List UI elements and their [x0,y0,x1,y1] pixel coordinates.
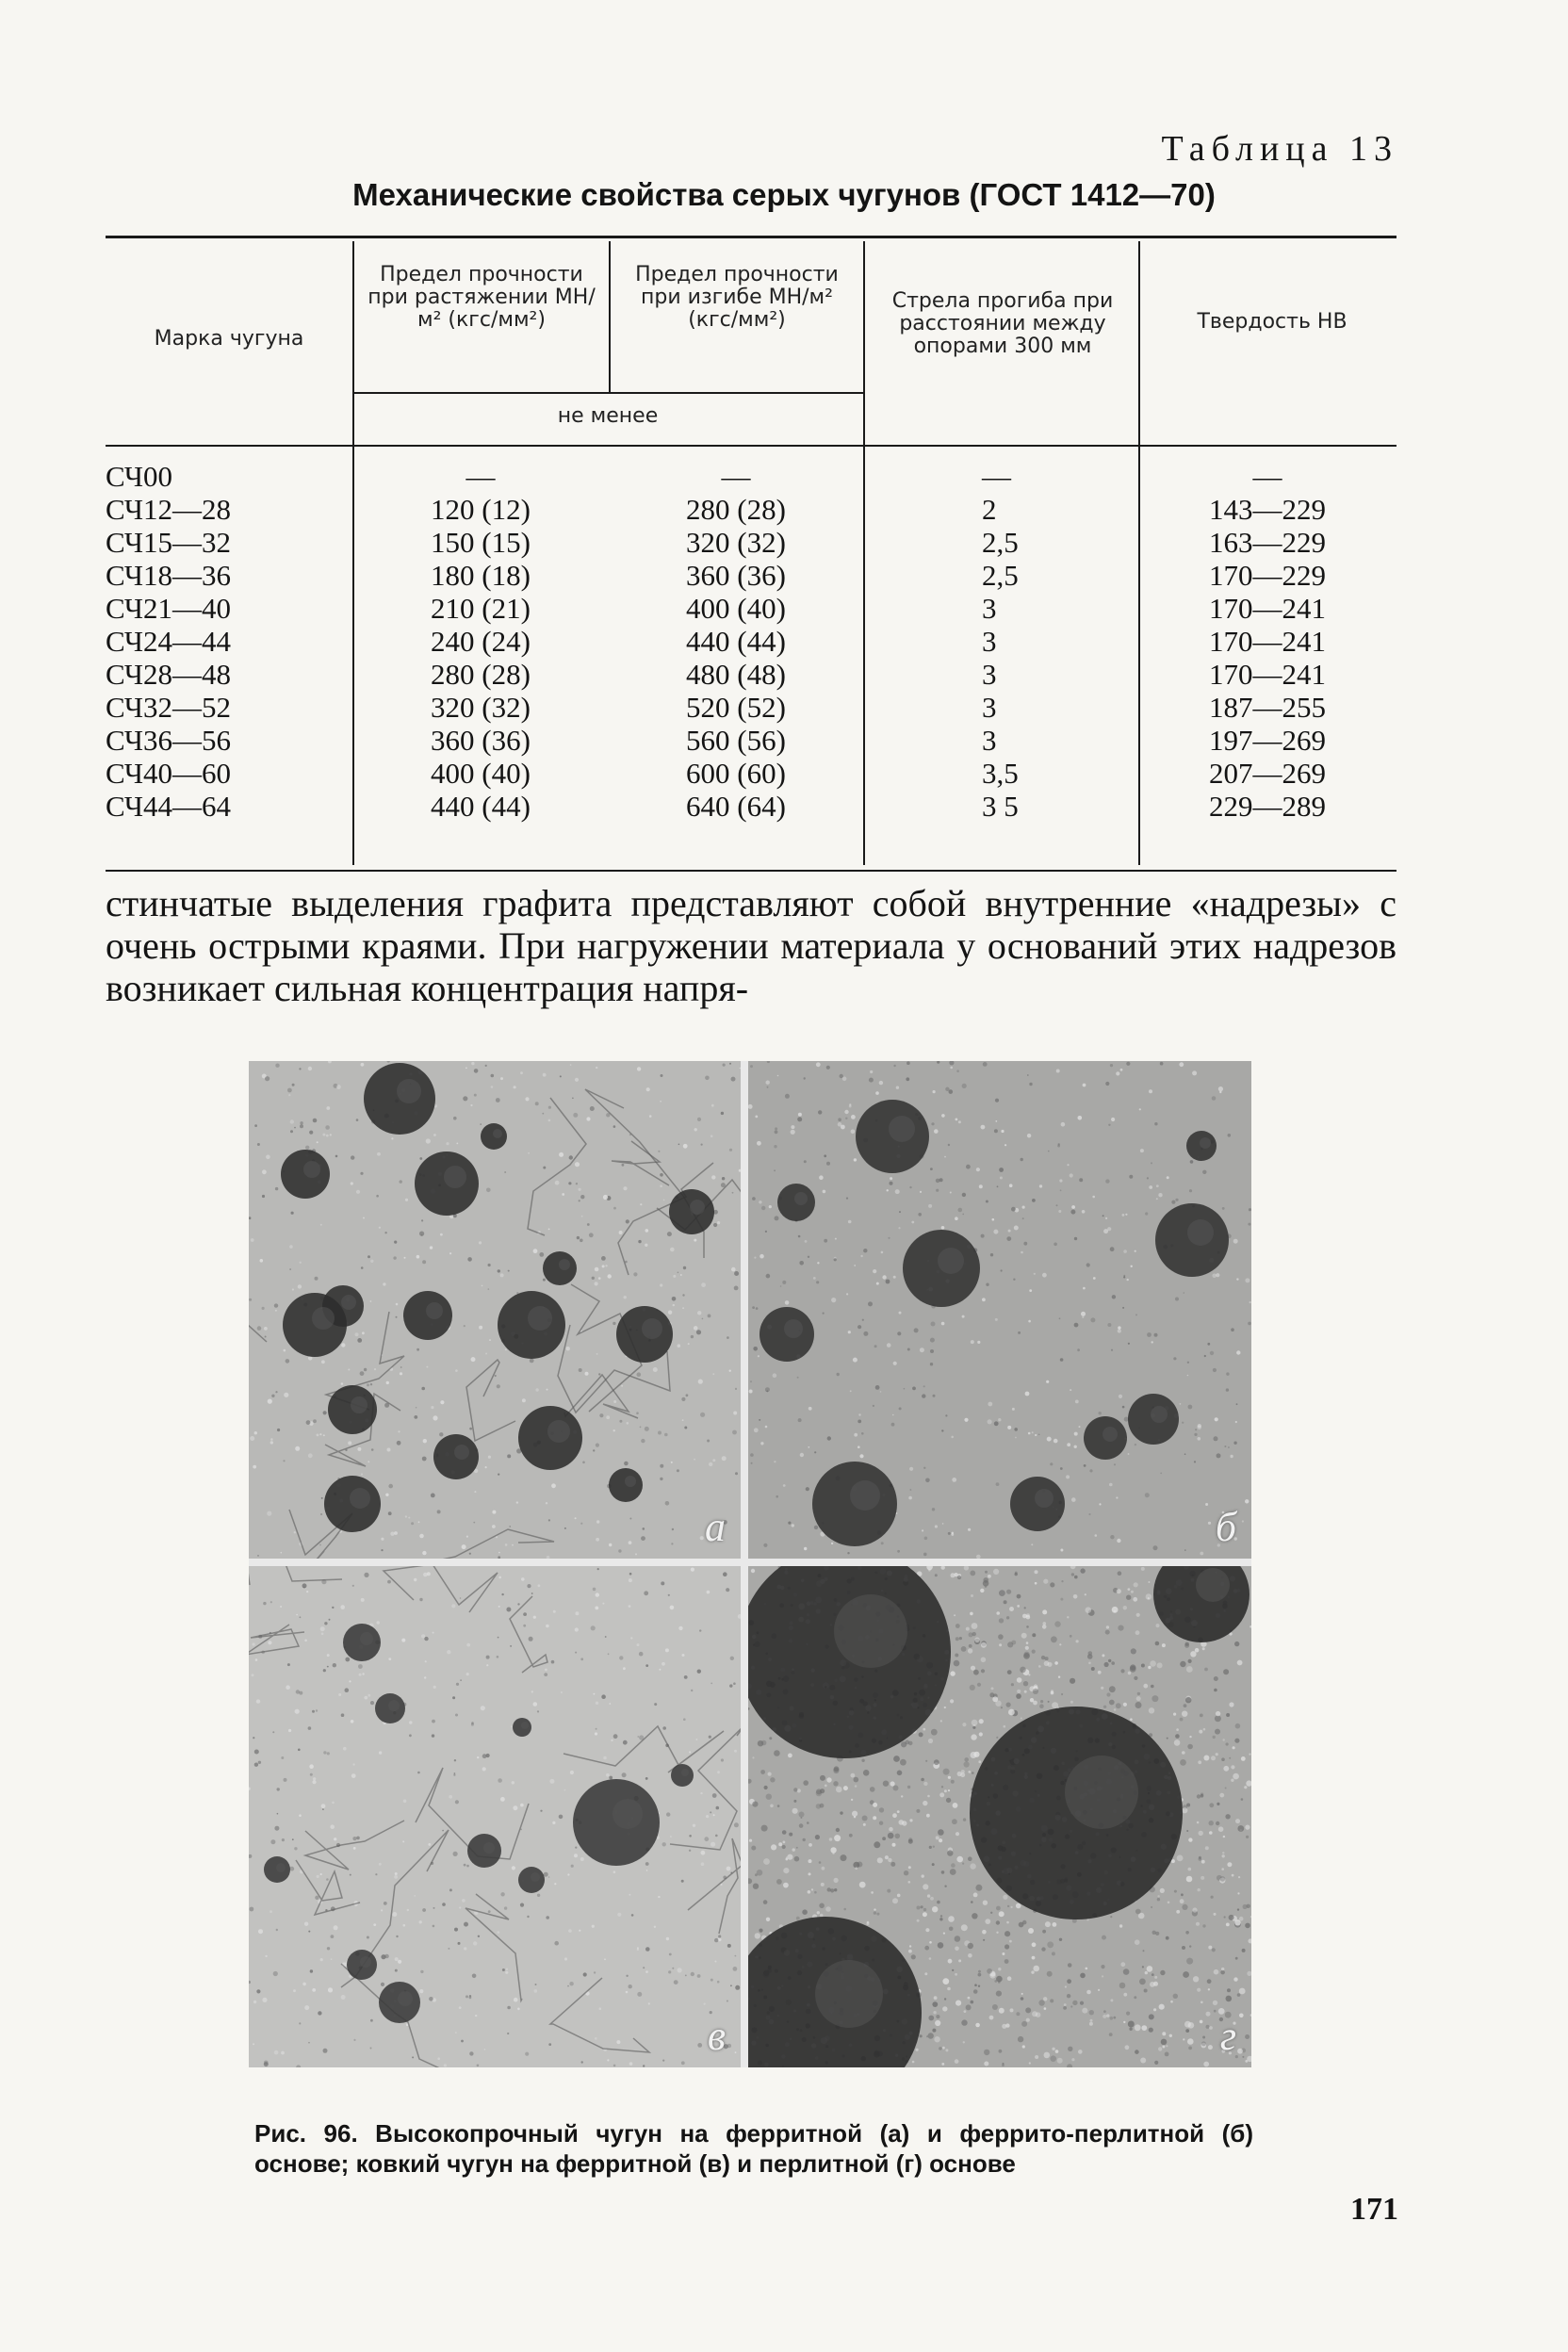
micrograph-ferrite-pearlite-nodular-iron-icon [748,1061,1251,1559]
cell-bending: 560 (56) [686,724,786,757]
micrograph-ferritic-nodular-iron-icon [249,1061,741,1559]
cell-hardness: 163—229 [1209,526,1326,559]
col-divider-3 [863,241,865,865]
cell-tensile: 320 (32) [431,691,531,724]
column-deflection [982,460,1133,823]
header-tensile: Предел прочности при растяжении МН/м² (кгс/мм²) [368,263,596,332]
cell-hardness: 229—289 [1209,790,1326,823]
cell-grade: СЧ44—64 [106,790,232,823]
cell-grade: СЧ18—36 [106,559,232,592]
cell-bending: 520 (52) [686,691,786,724]
cell-deflection: — [982,460,1011,493]
table-header-rule [106,445,1396,447]
cell-hardness: 197—269 [1209,724,1326,757]
cell-hardness: 170—241 [1209,592,1326,625]
cell-deflection: 2,5 [982,559,1019,592]
header-grade: Марка чугуна [154,327,304,351]
cell-tensile: 280 (28) [431,658,531,691]
cell-deflection: 3 [982,625,997,658]
cell-grade: СЧ36—56 [106,724,232,757]
cell-hardness: 170—241 [1209,658,1326,691]
header-deflection: Стрела прогиба при расстоянии между опорами 300 мм [891,289,1114,358]
panel-label: б [1215,1504,1236,1550]
cell-grade: СЧ32—52 [106,691,232,724]
cell-grade: СЧ00 [106,460,173,493]
column-grade [106,460,341,823]
column-tensile [352,460,609,823]
cell-bending: 440 (44) [686,625,786,658]
cell-deflection: 3 [982,592,997,625]
panel-label: а [705,1504,726,1550]
cell-hardness: 170—229 [1209,559,1326,592]
cell-deflection: 2 [982,493,997,526]
cell-hardness: 143—229 [1209,493,1326,526]
cell-tensile: 180 (18) [431,559,531,592]
cell-tensile: 210 (21) [431,592,531,625]
micrograph-panel-c [249,1566,741,2067]
cell-tensile: 120 (12) [431,493,531,526]
cell-bending: 480 (48) [686,658,786,691]
cell-tensile: 360 (36) [431,724,531,757]
cell-bending: 640 (64) [686,790,786,823]
properties-table [106,236,1396,872]
cell-bending: 600 (60) [686,757,786,790]
column-hardness [1138,460,1396,823]
cell-hardness: 187—255 [1209,691,1326,724]
cell-grade: СЧ28—48 [106,658,232,691]
cell-bending: 320 (32) [686,526,786,559]
micrograph-panel-b [748,1061,1251,1559]
header-bending: Предел прочности при изгибе МН/м² (кгс/мм²) [635,263,839,332]
panel-label: в [707,2013,726,2059]
cell-deflection: 3 [982,691,997,724]
cell-deflection: 3,5 [982,757,1019,790]
table-number: Таблица 13 [1161,129,1398,169]
cell-grade: СЧ15—32 [106,526,232,559]
table-bottom-rule [106,870,1396,872]
cell-tensile: 400 (40) [431,757,531,790]
micrograph-ferritic-malleable-iron-icon [249,1566,741,2067]
cell-bending: — [721,460,751,493]
cell-grade: СЧ24—44 [106,625,232,658]
column-bending [609,460,863,823]
cell-deflection: 3 [982,658,997,691]
table-top-rule [106,236,1396,238]
body-paragraph: стинчатые выделения графита представляют собой внутренние «надрезы» с очень острыми краями. При нагружении материала у оснований этих надрезов возникает сильная концентрация напря- [106,882,1396,1009]
cell-hardness: — [1252,460,1282,493]
header-hardness: Твердость HB [1197,310,1348,334]
figure-caption: Рис. 96. Высокопрочный чугун на ферритной (а) и феррито-перлитной (б) основе; ковкий чугун на ферритной (в) и перлитной (г) основе [254,2119,1253,2178]
cell-hardness: 207—269 [1209,757,1326,790]
table-title: Механические свойства серых чугунов (ГОСТ 1412—70) [352,177,1216,212]
cell-tensile: — [466,460,496,493]
cell-grade: СЧ12—28 [106,493,232,526]
header-min-note: не менее [557,404,659,428]
cell-grade: СЧ40—60 [106,757,232,790]
cell-tensile: 440 (44) [431,790,531,823]
cell-deflection: 3 5 [982,790,1019,823]
figure-96 [249,1061,1251,2067]
cell-tensile: 240 (24) [431,625,531,658]
cell-hardness: 170—241 [1209,625,1326,658]
cell-bending: 280 (28) [686,493,786,526]
cell-deflection: 2,5 [982,526,1019,559]
panel-label: г [1219,2013,1236,2059]
page-number: 171 [1350,2192,1398,2227]
cell-deflection: 3 [982,724,997,757]
cell-grade: СЧ21—40 [106,592,232,625]
cell-bending: 400 (40) [686,592,786,625]
col-divider-2 [609,241,611,392]
cell-tensile: 150 (15) [431,526,531,559]
micrograph-panel-d [748,1566,1251,2067]
micrograph-pearlitic-malleable-iron-icon [748,1566,1251,2067]
subheader-rule [352,392,863,394]
micrograph-panel-a [249,1061,741,1559]
cell-bending: 360 (36) [686,559,786,592]
